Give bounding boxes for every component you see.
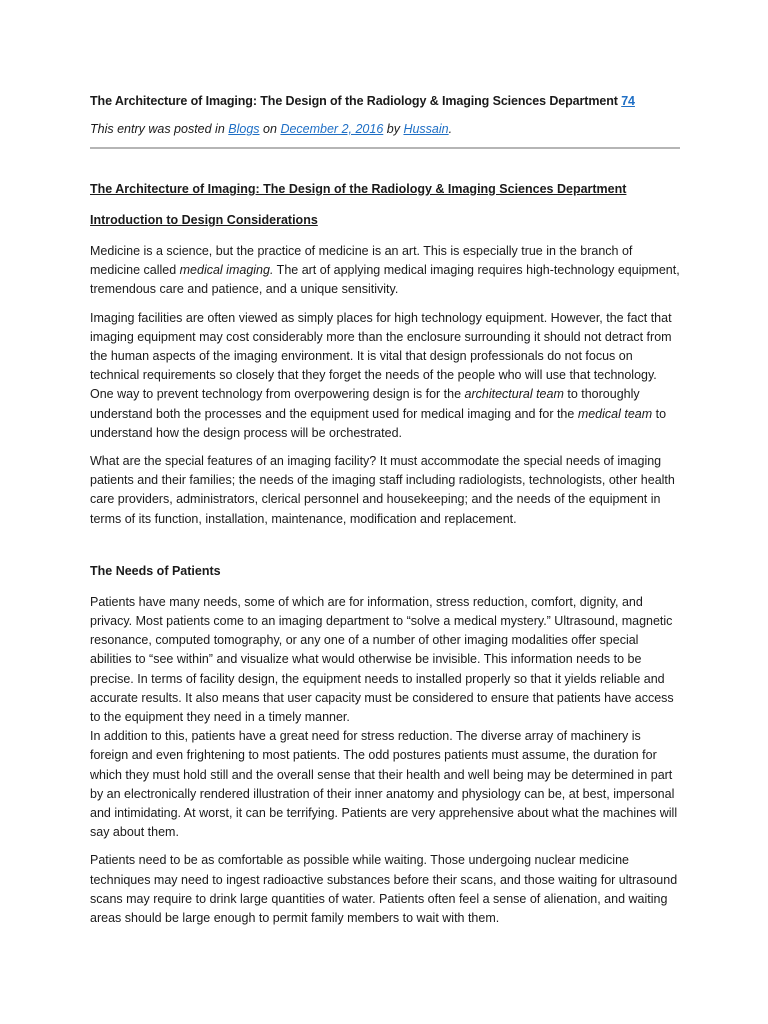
paragraph-intro [90,242,680,300]
paragraph-stress-reduction: In addition to this, patients have a great need for stress reduction. The diverse array of machinery is foreign and even frightening to most patients. The odd postures patients must assume, the duration for which they must hold still and the overall sense that their health and well being may be determined in part by an electronically rendered illustration of their inner anatomy and physiology can be, at best, impersonal and intimidating. At worst, it can be terrifying. Patients are very apprehensive about what the machines will say about them. [90,729,678,840]
article-subheading-text: Introduction to Design Considerations [90,213,318,227]
paragraph-patient-needs: Patients have many needs, some of which are for information, stress reduction, comfort, dignity, and privacy. Most patients come to an imaging department to “solve a medical mystery.” Ultrasound, magnetic resonance, computed tomography, or any one of a number of other imaging modalities offer special abilities to “see within” and visualize what would otherwise be invisible. This information needs to be precise. In terms of facility design, the equipment needs to installed properly so that it yields reliable and accurate results. It also means that user capacity must be considered to ensure that patients have access to the equipment they need in a timely manner. [90,594,674,725]
entry-meta [90,120,680,138]
p1-text-a: Medicine is a science, but the practice of medicine is an art. This is especially true in the branch of medicine called [90,244,633,278]
category-link[interactable]: Blogs [228,122,260,136]
divider [90,147,680,149]
p2-emphasis-medical: medical team [577,406,653,421]
author-link[interactable]: Hussain [403,122,449,136]
date-link[interactable]: December 2, 2016 [280,122,384,136]
meta-prefix: This entry was posted in [90,122,225,136]
comment-count-link[interactable]: 74 [621,94,635,108]
paragraph-features: What are the special features of an imaging facility? It must accommodate the special needs of imaging patients and their families; the needs of the imaging staff including radiologists, technologists, other health care providers, administrators, clerical personnel and housekeeping; and the needs of the equipment in terms of its function, installation, maintenance, modification and replacement. [90,454,675,526]
meta-by: by [386,122,400,136]
p2-emphasis-architectural: architectural team [464,387,564,402]
meta-on: on [263,122,277,136]
paragraph-facilities [90,309,680,443]
p1-text-b: The art of applying medical imaging requires high-technology equipment, tremendous care and patience, and a unique sensitivity. [90,263,680,297]
p2-text-c: to understand how the design process will be orchestrated. [90,406,667,440]
article-heading-text: The Architecture of Imaging: The Design of the Radiology & Imaging Sciences Department [90,182,627,196]
p1-emphasis: medical imaging. [179,263,274,278]
entry-title [90,92,680,110]
entry-title-text: The Architecture of Imaging: The Design of the Radiology & Imaging Sciences Department [90,94,618,108]
meta-end: . [448,122,453,136]
section-heading-patients: The Needs of Patients [90,563,221,578]
paragraph-waiting: Patients need to be as comfortable as possible while waiting. Those undergoing nuclear medicine techniques may need to ingest radioactive substances before their scans, and those waiting for ultrasound scans may require to drink large quantities of water. Patients often feel a sense of alienation, and waiting areas should be large enough to permit family members to wait with them. [90,853,678,926]
p2-text-b: to thoroughly understand both the processes and the equipment used for medical imaging and for the [90,387,640,421]
article-heading [90,180,680,198]
article-subheading [90,211,680,229]
p2-text-a: Imaging facilities are often viewed as simply places for high technology equipment. However, the fact that imaging equipment may cost considerably more than the enclosure surrounding it should not detract from the human aspects of the imaging environment. It is vital that design professionals do not focus on technical requirements so closely that they forget the needs of the people who will use that technology. One way to prevent technology from overpowering design is for the [90,310,672,402]
